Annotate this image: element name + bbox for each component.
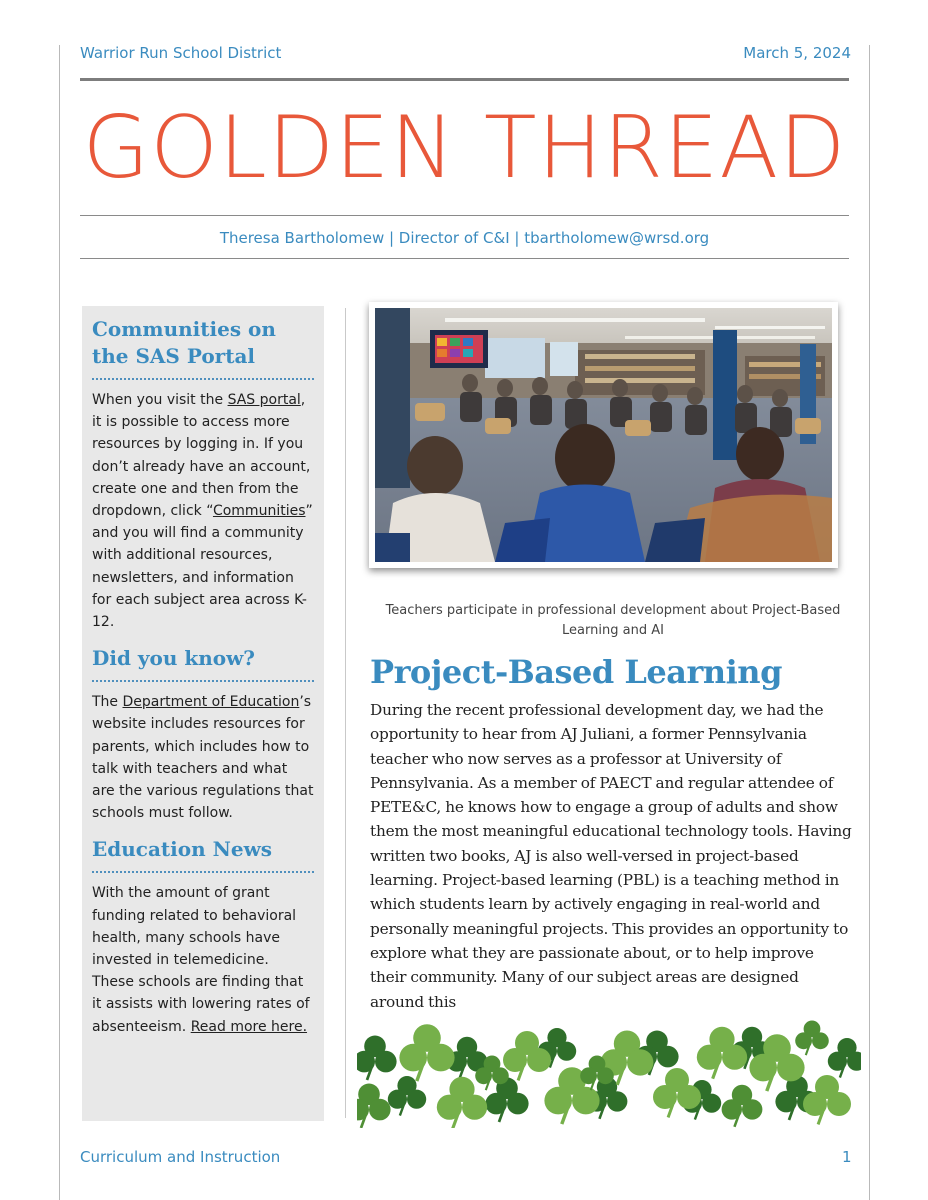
- sas-portal-link[interactable]: SAS portal: [227, 392, 301, 408]
- text-segment: , it is possible to access more resources by logging in. If you don’t already have an account, create one and then from the dropdown, click “: [92, 392, 311, 520]
- photo-frame: [369, 302, 838, 568]
- article-title: Project-Based Learning: [370, 653, 782, 691]
- read-more-link[interactable]: Read more here.: [190, 1018, 308, 1035]
- byline: Theresa Bartholomew | Director of C&I | tbartholomew@wrsd.org: [219, 229, 710, 247]
- shamrock-decoration: [357, 1018, 861, 1128]
- column-divider: [345, 308, 346, 1118]
- footer-section: Curriculum and Instruction: [80, 1148, 281, 1166]
- text-segment: ’s website includes resources for parents, which includes how to talk with teachers and what are the various regulations that schools must follow.: [92, 694, 314, 822]
- footer-page-number: 1: [842, 1148, 852, 1166]
- classroom-photo: [375, 308, 832, 562]
- page-edge-right: [869, 45, 870, 1200]
- dotted-divider: [92, 871, 314, 873]
- text-segment: With the amount of grant funding related to behavioral health, many schools have invested in telemedicine. These schools are finding that it assists with lowering rates of absenteeism.: [92, 885, 310, 1035]
- sidebar-text-education-news: [92, 882, 314, 1037]
- dotted-divider: [92, 378, 314, 380]
- page-edge-left: [59, 45, 60, 1200]
- sidebar-text-did-you-know: [92, 691, 314, 824]
- photo-caption: Teachers participate in professional development about Project-Based Learning and AI: [385, 603, 841, 638]
- header-rule: [80, 78, 849, 81]
- text-segment: The: [92, 694, 123, 711]
- text-segment: ” and you will find a community with additional resources, newsletters, and information for each subject area across K-12.: [92, 503, 313, 631]
- sidebar-text-communities: [92, 389, 314, 633]
- sidebar-title-communities: Communities on the SAS Portal: [92, 317, 276, 368]
- header-date: March 5, 2024: [743, 44, 851, 62]
- sidebar: [82, 306, 324, 1121]
- byline-rule-bottom: [80, 258, 849, 259]
- department-of-education-link[interactable]: Department of Education: [122, 694, 300, 711]
- header-district: Warrior Run School District: [80, 44, 282, 62]
- communities-link[interactable]: Communities: [212, 503, 306, 520]
- article-body: During the recent professional development day, we had the opportunity to hear from AJ Juliani, a former Pennsylvania teacher who now serves as a professor at University of Pennsylvania. As a member of PAECT and regular attendee of PETE&C, he knows how to engage a group of adults and show them the most meaningful educational technology tools. Having written two books, AJ is also well-versed in project-based learning. Project-based learning (PBL) is a teaching method in which students learn by actively engaging in real-world and personally meaningful projects. This provides an opportunity to explore what they are passionate about, or to help improve their community. Many of our subject areas are designed around this: [370, 701, 852, 1011]
- sidebar-title-education-news: Education News: [92, 837, 273, 862]
- dotted-divider: [92, 680, 314, 682]
- text-segment: When you visit the: [92, 392, 228, 408]
- masthead-title: GOLDEN THREAD: [82, 98, 847, 198]
- byline-rule-top: [80, 215, 849, 216]
- sidebar-title-did-you-know: Did you know?: [92, 646, 256, 671]
